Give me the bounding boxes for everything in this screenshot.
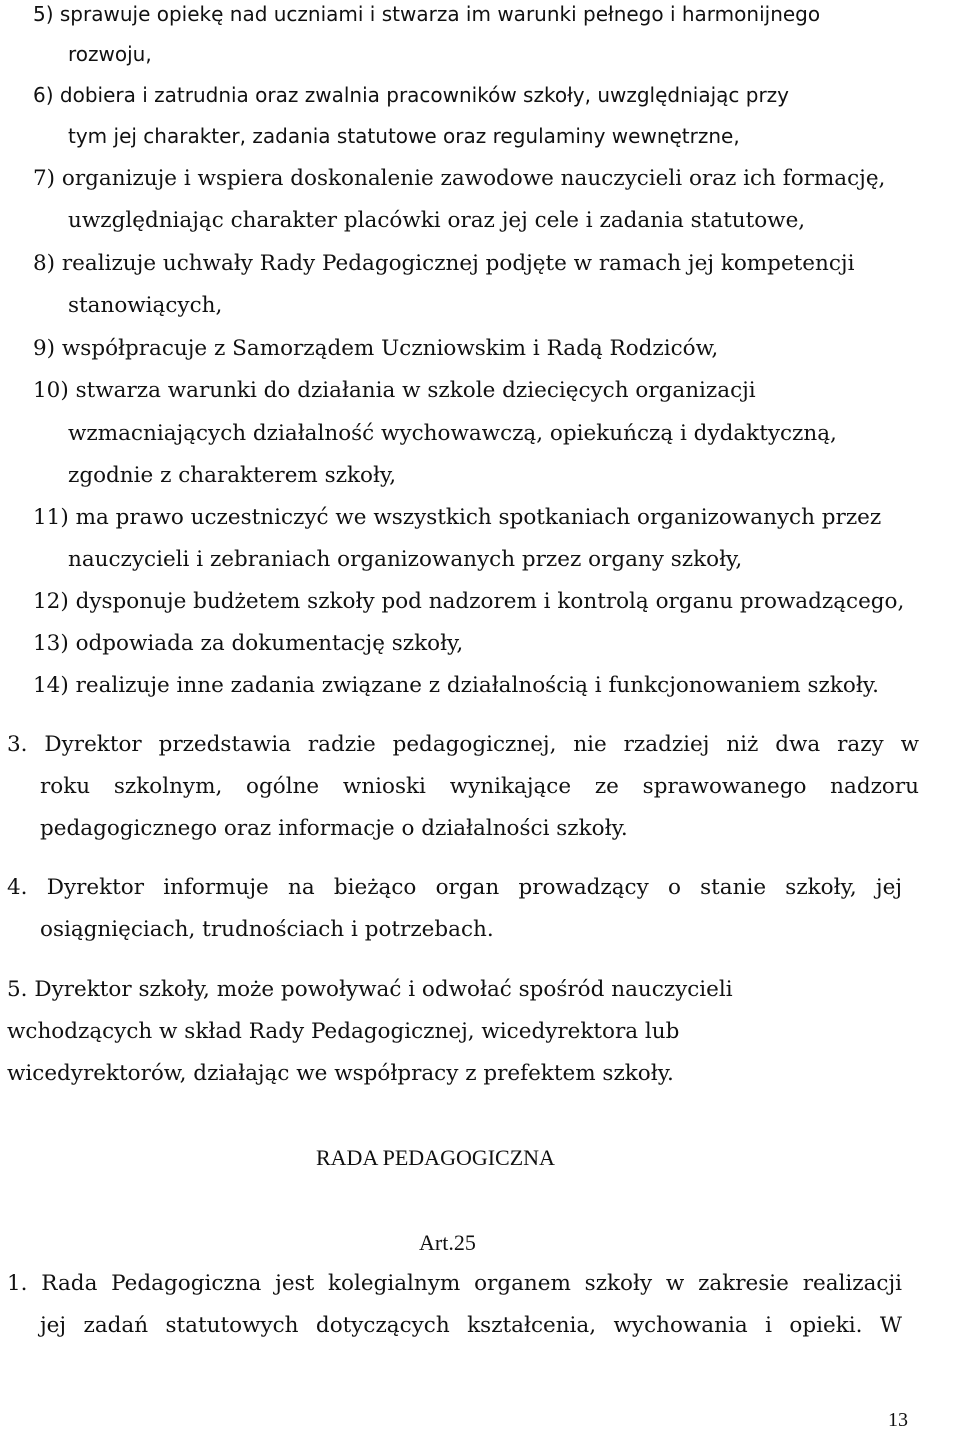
list-item-13: 13) odpowiada za dokumentację szkoły, (33, 631, 464, 656)
list-item-5: 5) sprawuje opiekę nad uczniami i stwarza im warunki pełnego i harmonijnego (33, 2, 821, 26)
list-item-7-cont: uwzględniając charakter placówki oraz jej cele i zadania statutowe, (68, 208, 806, 233)
list-item-10-cont: zgodnie z charakterem szkoły, (68, 463, 397, 488)
paragraph-5-cont: wchodzących w skład Rady Pedagogicznej, wicedyrektora lub (7, 1019, 680, 1044)
list-item-12: 12) dysponuje budżetem szkoły pod nadzorem i kontrolą organu prowadzącego, (33, 589, 905, 614)
list-item-8-cont: stanowiących, (68, 293, 223, 318)
list-item-8: 8) realizuje uchwały Rady Pedagogicznej podjęte w ramach jej kompetencji (33, 251, 855, 276)
list-item-5-cont: rozwoju, (68, 42, 152, 66)
list-item-10: 10) stwarza warunki do działania w szkole dziecięcych organizacji (33, 378, 756, 403)
list-item-9: 9) współpracuje z Samorządem Uczniowskim i Radą Rodziców, (33, 336, 719, 361)
page-number: 13 (888, 1409, 908, 1431)
paragraph-5: 5. Dyrektor szkoły, może powoływać i odwołać spośród nauczycieli (7, 977, 733, 1002)
list-item-11-cont: nauczycieli i zebraniach organizowanych przez organy szkoły, (68, 547, 743, 572)
paragraph-3-cont: pedagogicznego oraz informacje o działalności szkoły. (40, 816, 628, 841)
list-item-6: 6) dobiera i zatrudnia oraz zwalnia pracowników szkoły, uwzględniając przy (33, 83, 790, 107)
list-item-6-cont: tym jej charakter, zadania statutowe oraz regulaminy wewnętrzne, (68, 124, 740, 148)
list-item-7: 7) organizuje i wspiera doskonalenie zawodowe nauczycieli oraz ich formację, (33, 166, 886, 191)
paragraph-5-cont: wicedyrektorów, działając we współpracy z prefektem szkoły. (7, 1061, 674, 1086)
paragraph-3-cont: roku szkolnym, ogólne wnioski wynikające ze sprawowanego nadzoru (40, 774, 919, 799)
list-item-14: 14) realizuje inne zadania związane z działalnością i funkcjonowaniem szkoły. (33, 673, 879, 698)
paragraph-3: 3. Dyrektor przedstawia radzie pedagogicznej, nie rzadziej niż dwa razy w (7, 732, 919, 757)
section-heading: RADA PEDAGOGICZNA (316, 1145, 555, 1170)
paragraph-4: 4. Dyrektor informuje na bieżąco organ prowadzący o stanie szkoły, jej (7, 875, 902, 900)
list-item-11: 11) ma prawo uczestniczyć we wszystkich spotkaniach organizowanych przez (33, 505, 882, 530)
article-paragraph-1-cont: jej zadań statutowych dotyczących kształcenia, wychowania i opieki. W (40, 1313, 902, 1338)
paragraph-4-cont: osiągnięciach, trudnościach i potrzebach. (40, 917, 494, 942)
list-item-10-cont: wzmacniających działalność wychowawczą, opiekuńczą i dydaktyczną, (68, 421, 837, 446)
article-paragraph-1: 1. Rada Pedagogiczna jest kolegialnym organem szkoły w zakresie realizacji (7, 1271, 902, 1296)
article-heading: Art.25 (419, 1230, 476, 1255)
